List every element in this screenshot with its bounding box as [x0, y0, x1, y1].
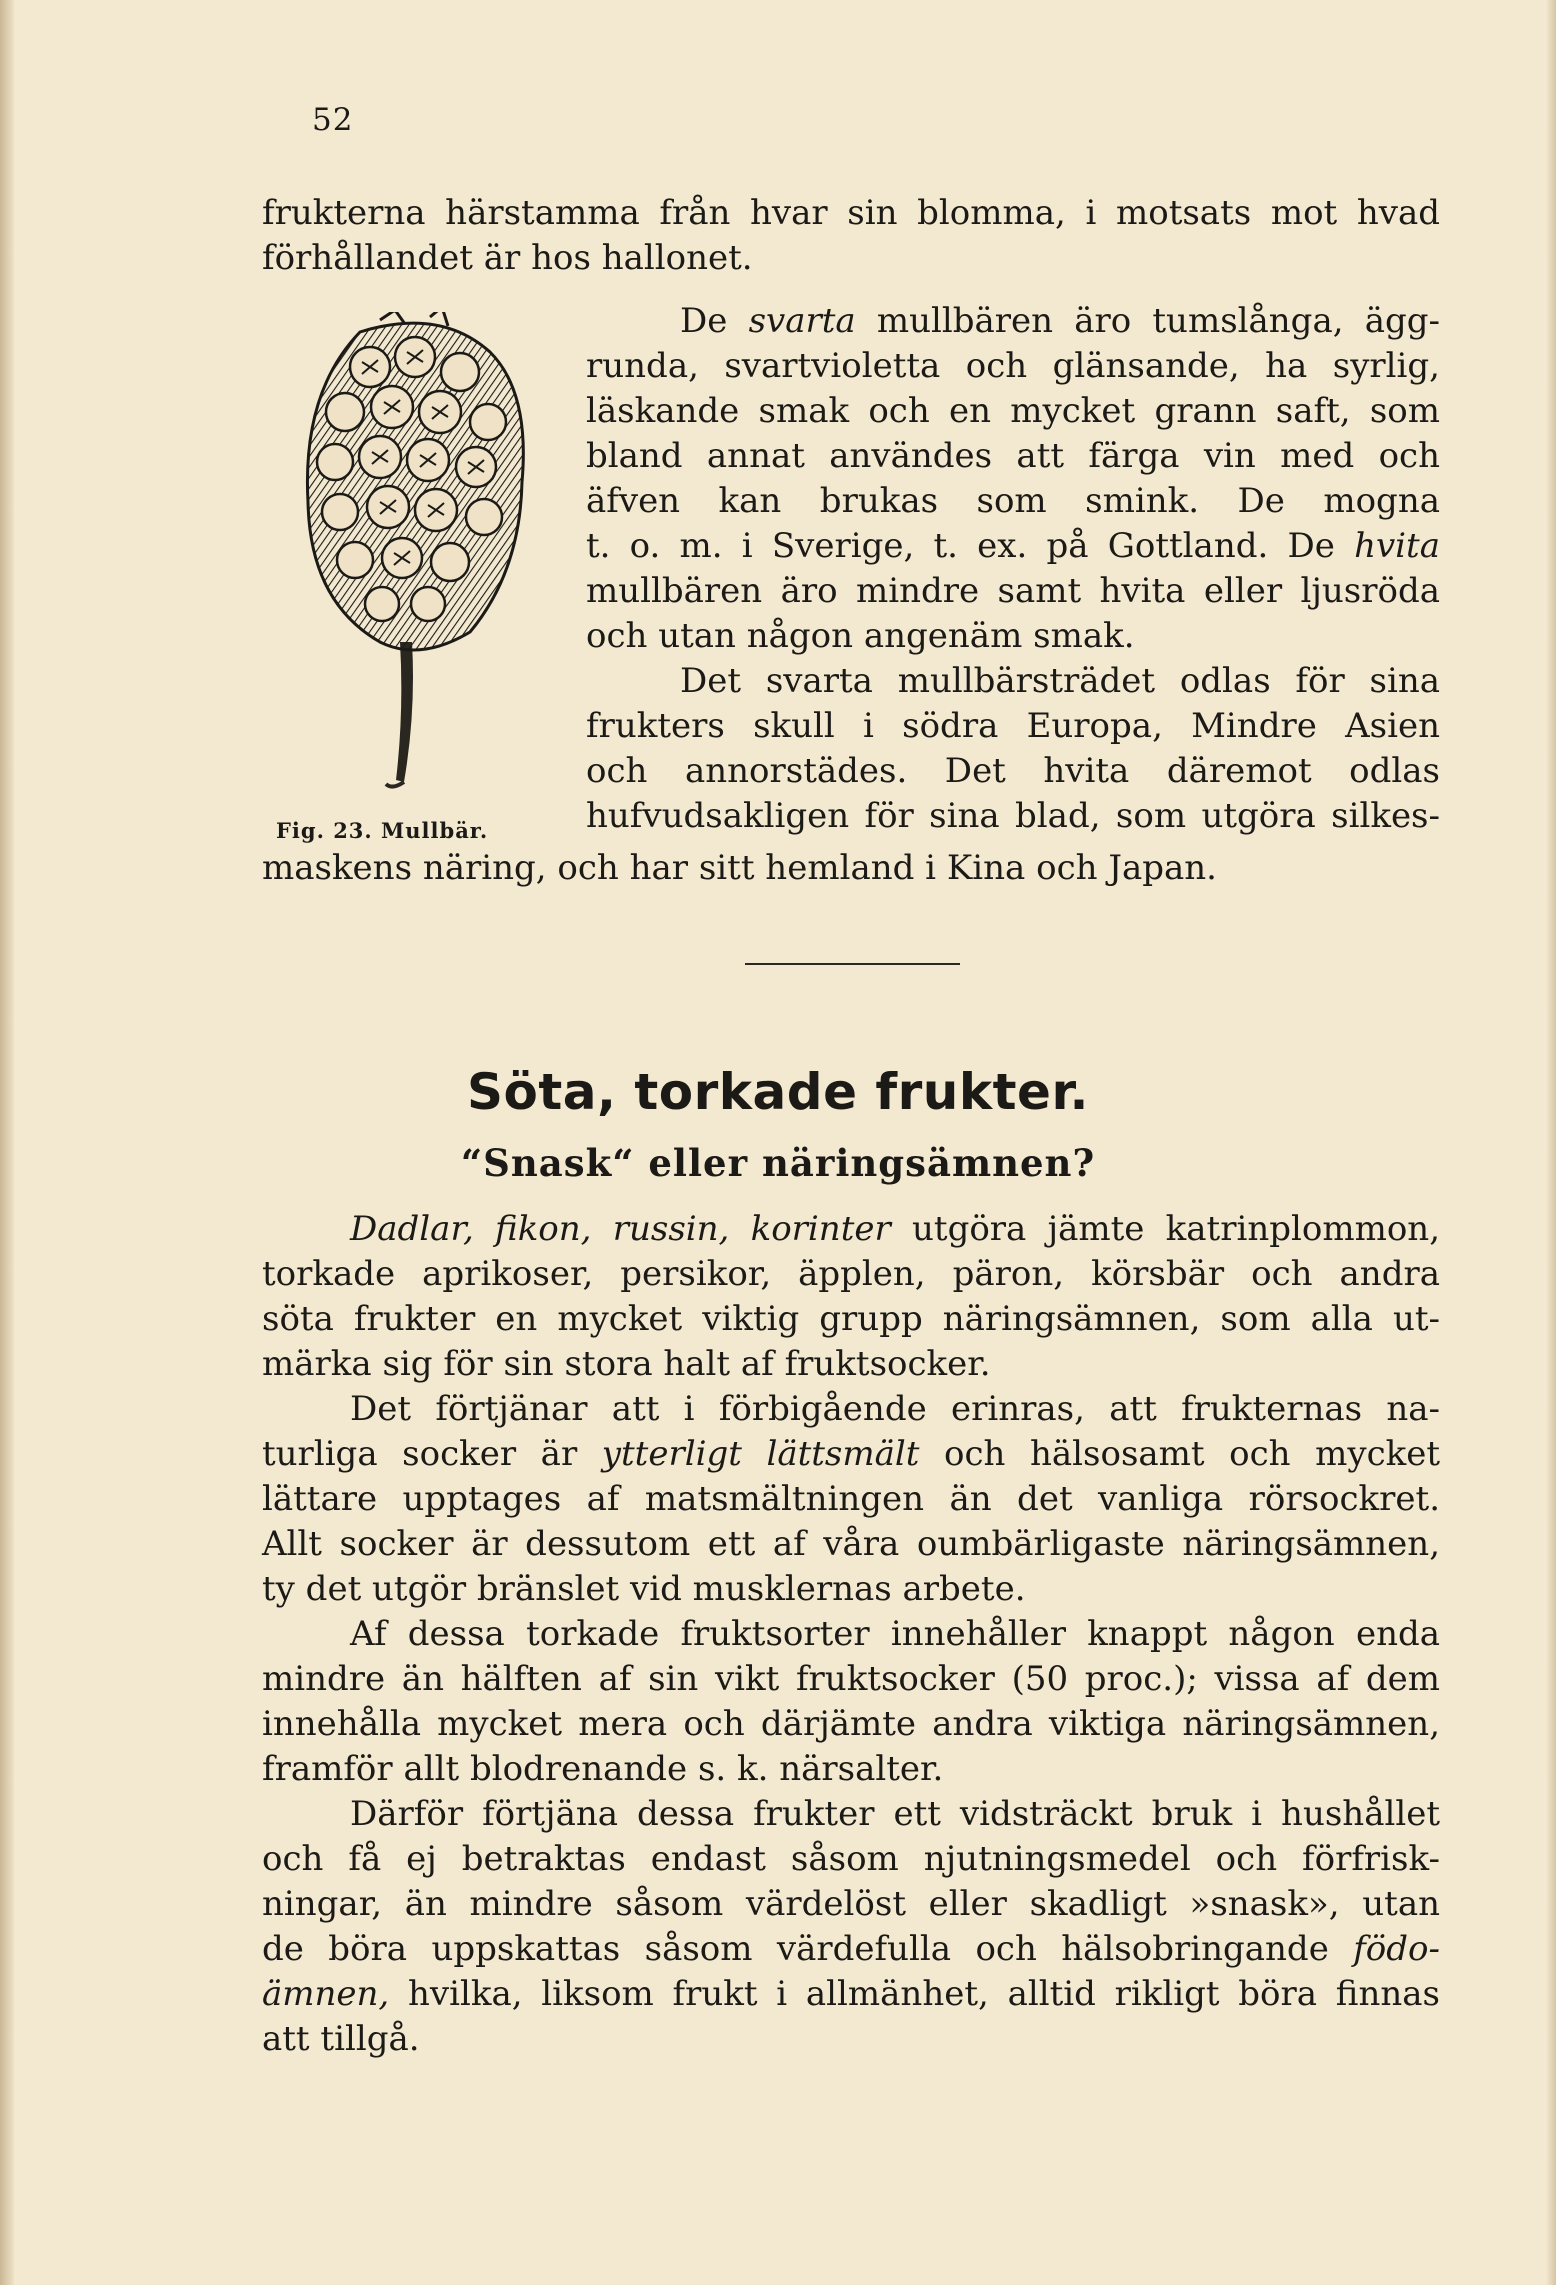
text-line: ningar, än mindre såsom värdelöst eller skadligt »snask», utan: [262, 1884, 1440, 1924]
text-line: de böra uppskattas såsom värdefulla och hälsobringande födo-: [262, 1929, 1440, 1969]
text-line: märka sig för sin stora halt af fruktsocker.: [262, 1344, 991, 1384]
text-line: söta frukter en mycket viktig grupp näringsämnen, som alla ut-: [262, 1299, 1440, 1339]
text-line: turliga socker är ytterligt lättsmält och hälsosamt och mycket: [262, 1434, 1441, 1474]
text-line: lättare upptages af matsmältningen än det vanliga rörsockret.: [262, 1479, 1440, 1519]
text-line: innehålla mycket mera och därjämte andra viktiga näringsämnen,: [262, 1704, 1440, 1744]
text-line: att tillgå.: [262, 2019, 420, 2059]
mulberry-paragraph-end: [262, 846, 1440, 891]
text-line: hufvudsakligen för sina blad, som utgöra silkes-: [586, 796, 1440, 836]
text-line: Dadlar, fikon, russin, korinter utgöra jämte katrinplommon,: [350, 1209, 1440, 1249]
section-title: Söta, torkade frukter.: [466, 1063, 1089, 1121]
text-line: Af dessa torkade fruktsorter innehåller knappt någon enda: [350, 1614, 1440, 1654]
section-subtitle: “Snask“ eller näringsämnen?: [460, 1141, 1096, 1185]
text-line: och utan någon angenäm smak.: [586, 616, 1135, 656]
text-line: äfven kan brukas som smink. De mogna: [586, 481, 1440, 521]
text-line: t. o. m. i Sverige, t. ex. på Gottland. De hvita: [586, 526, 1440, 566]
section-divider: [745, 963, 960, 965]
text-line: De svarta mullbären äro tumslånga, ägg-: [680, 301, 1440, 341]
text-line: ty det utgör bränslet vid musklernas arbete.: [262, 1569, 1026, 1609]
text-line: ämnen, hvilka, liksom frukt i allmänhet, alltid rikligt böra finnas: [262, 1974, 1440, 2014]
text-line: och annorstädes. Det hvita däremot odlas: [586, 751, 1440, 791]
intro-paragraph: [262, 191, 1440, 281]
mulberry-illustration: [300, 312, 540, 812]
text-line: bland annat användes att färga vin med och: [586, 436, 1440, 476]
text-line: torkade aprikoser, persikor, äpplen, päron, körsbär och andra: [262, 1254, 1440, 1294]
text-line: förhållandet är hos hallonet.: [262, 238, 753, 278]
text-line: Allt socker är dessutom ett af våra oumbärligaste näringsämnen,: [262, 1524, 1440, 1564]
text-line: läskande smak och en mycket grann saft, som: [586, 391, 1440, 431]
text-line: runda, svartvioletta och glänsande, ha syrlig,: [586, 346, 1440, 386]
text-line: frukterna härstamma från hvar sin blomma, i motsats mot hvad: [262, 193, 1440, 233]
text-line: Därför förtjäna dessa frukter ett vidsträckt bruk i hushållet: [350, 1794, 1440, 1834]
text-line: framför allt blodrenande s. k. närsalter.: [262, 1749, 944, 1789]
mulberry-paragraph: [586, 299, 1440, 839]
text-line: Det förtjänar att i förbigående erinras, att frukternas na-: [350, 1389, 1440, 1429]
text-line: och få ej betraktas endast såsom njutningsmedel och förfrisk-: [262, 1839, 1440, 1879]
text-line: mullbären äro mindre samt hvita eller ljusröda: [586, 571, 1440, 611]
figure-caption: Fig. 23. Mullbär.: [276, 818, 489, 843]
page-number: 52: [312, 102, 354, 138]
text-line: Det svarta mullbärsträdet odlas för sina: [680, 661, 1440, 701]
text-line: maskens näring, och har sitt hemland i Kina och Japan.: [262, 848, 1217, 888]
text-line: mindre än hälften af sin vikt fruktsocker (50 proc.); vissa af dem: [262, 1659, 1440, 1699]
section-body: [262, 1207, 1440, 2062]
text-line: frukters skull i södra Europa, Mindre Asien: [586, 706, 1440, 746]
